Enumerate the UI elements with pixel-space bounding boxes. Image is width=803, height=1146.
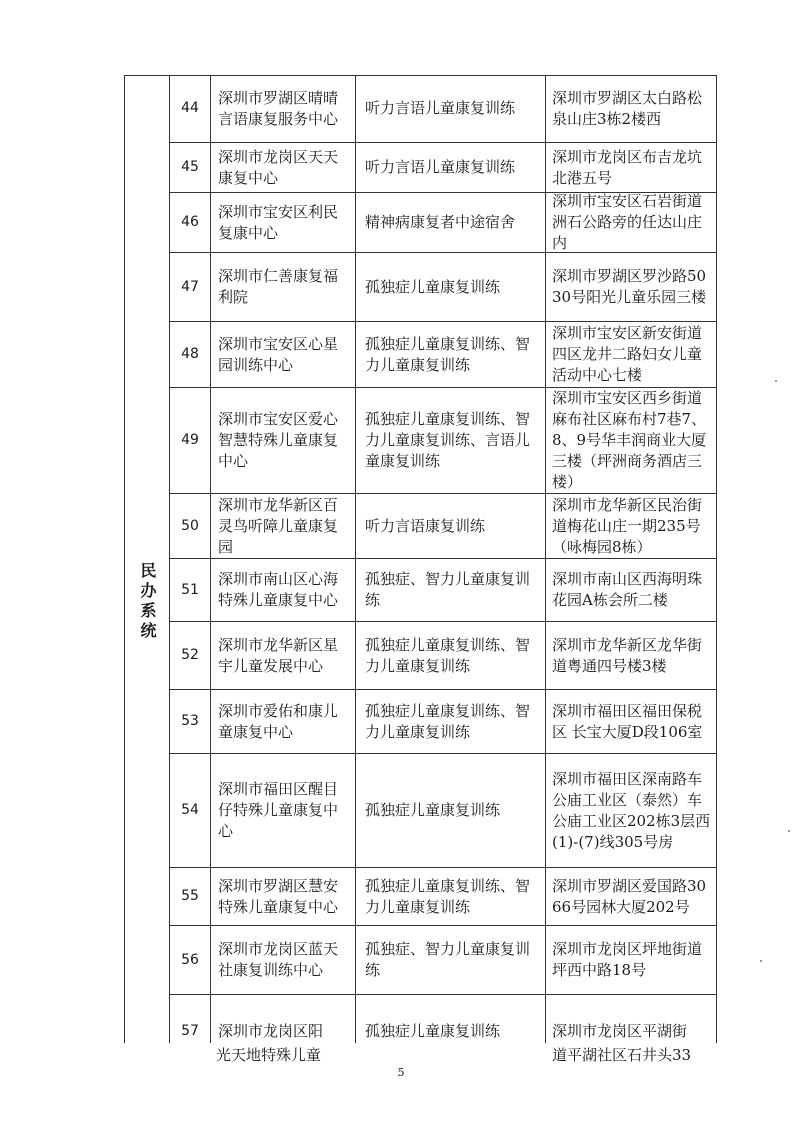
institution-name: 深圳市罗湖区晴晴言语康复服务中心 <box>218 88 339 128</box>
service-type-cell <box>355 143 545 192</box>
service-type-cell <box>355 253 545 321</box>
table-row <box>170 193 717 253</box>
scan-speck <box>760 960 762 962</box>
institution-name: 深圳市福田区醒目仔特殊儿童康复中心 <box>218 780 339 840</box>
row-number: 48 <box>181 346 199 362</box>
service-type: 孤独症儿童康复训练、智力儿童康复训练 <box>365 635 531 675</box>
institution-name: 深圳市爱佑和康儿童康复中心 <box>218 701 339 741</box>
table-row <box>170 253 717 322</box>
institution-address: 深圳市龙华新区民治街道梅花山庄一期235号（咏梅园8栋） <box>552 495 703 556</box>
row-number-cell <box>170 754 210 867</box>
category-label: 民办系统 <box>138 562 157 642</box>
category-column <box>124 75 170 1043</box>
row-number: 47 <box>181 278 199 295</box>
institution-name: 深圳市宝安区心星园训练中心 <box>218 334 339 374</box>
institution-address-cell <box>545 143 717 192</box>
institution-address: 深圳市宝安区西乡街道麻布社区麻布村7巷7、8、9号华丰润商业大厦三楼（坪洲商务酒店三楼） <box>552 389 707 491</box>
institution-name: 深圳市南山区心海特殊儿童康复中心 <box>218 570 339 609</box>
institution-address-cell <box>545 253 717 321</box>
institution-name-cell <box>210 622 355 689</box>
institution-name-cell <box>210 926 355 994</box>
institution-address: 深圳市龙华新区龙华街道粤通四号楼3楼 <box>552 635 703 675</box>
service-type: 孤独症儿童康复训练、智力儿童康复训练 <box>365 876 531 916</box>
institution-address: 深圳市罗湖区爱国路3066号园林大厦202号 <box>552 876 707 916</box>
table-row <box>170 75 717 143</box>
service-type-cell <box>355 995 545 1043</box>
service-type: 孤独症、智力儿童康复训练 <box>365 570 531 609</box>
institution-address-cell <box>545 690 717 753</box>
institution-name: 深圳市龙华新区星宇儿童发展中心 <box>218 635 339 675</box>
service-type-cell <box>355 193 545 252</box>
service-type: 孤独症儿童康复训练 <box>365 1022 501 1040</box>
institution-address: 深圳市宝安区新安街道四区龙井二路妇女儿童活动中心七楼 <box>552 324 703 384</box>
institution-name-cell <box>210 754 355 867</box>
service-type: 精神病康复者中途宿舍 <box>365 213 516 231</box>
page-number: 5 <box>397 1066 405 1079</box>
institution-name: 深圳市宝安区利民复康中心 <box>218 202 339 242</box>
row-number-cell <box>170 622 210 689</box>
row-number-cell <box>170 143 210 192</box>
institution-name: 深圳市龙岗区蓝天社康复训练中心 <box>218 940 339 979</box>
institution-address-cell <box>545 754 717 867</box>
scan-speck <box>788 830 790 832</box>
table-row <box>170 690 717 754</box>
table-row <box>170 995 717 1043</box>
service-type-cell <box>355 322 545 387</box>
row-number-cell <box>170 193 210 252</box>
row-number-cell <box>170 388 210 493</box>
table-row <box>170 926 717 995</box>
service-type-cell <box>355 388 545 493</box>
institution-address-cell <box>545 494 717 558</box>
institution-name: 深圳市宝安区爱心智慧特殊儿童康复中心 <box>218 410 339 470</box>
address-overflow-text: 道平湖社区石井头33 <box>552 1046 692 1064</box>
row-number: 46 <box>181 214 199 230</box>
institution-name-cell <box>210 494 355 558</box>
service-type-cell <box>355 75 545 142</box>
row-number-cell <box>170 690 210 753</box>
service-type-cell <box>355 494 545 558</box>
row-number-cell <box>170 868 210 925</box>
institution-name-cell <box>210 193 355 252</box>
row-number-cell <box>170 253 210 321</box>
row-number: 50 <box>181 517 199 534</box>
institution-name-cell <box>210 143 355 192</box>
table-row <box>170 143 717 193</box>
row-number-cell <box>170 322 210 387</box>
institution-name-cell <box>210 322 355 387</box>
institution-address: 深圳市福田区福田保税区 长宝大厦D段106室 <box>552 701 703 741</box>
institution-address-cell <box>545 388 717 493</box>
row-number: 45 <box>181 159 199 175</box>
institution-name-cell <box>210 75 355 142</box>
institution-name: 深圳市龙华新区百灵鸟听障儿童康复园 <box>218 495 339 556</box>
name-overflow-text: 光天地特殊儿童 <box>216 1046 322 1064</box>
institution-address: 深圳市罗湖区罗沙路5030号阳光儿童乐园三楼 <box>552 267 707 306</box>
institution-address: 深圳市龙岗区坪地街道坪西中路18号 <box>552 940 703 979</box>
table-row <box>170 388 717 494</box>
row-number: 56 <box>181 951 199 968</box>
institution-name: 深圳市罗湖区慧安特殊儿童康复中心 <box>218 876 339 916</box>
institution-address-cell <box>545 622 717 689</box>
service-type: 听力言语儿童康复训练 <box>365 99 516 117</box>
table-row <box>170 494 717 559</box>
table-row <box>170 559 717 622</box>
service-type-cell <box>355 690 545 753</box>
service-type-cell <box>355 559 545 621</box>
institution-address-cell <box>545 559 717 621</box>
institution-name: 深圳市龙岗区阳 <box>218 1022 324 1040</box>
institution-name-cell <box>210 995 355 1043</box>
service-type: 听力言语儿童康复训练 <box>365 158 516 176</box>
institution-address: 深圳市南山区西海明珠花园A栋会所二楼 <box>552 570 703 609</box>
service-type-cell <box>355 868 545 925</box>
institution-name-cell <box>210 690 355 753</box>
institution-address-cell <box>545 322 717 387</box>
institution-address-cell <box>545 868 717 925</box>
institution-address-cell <box>545 193 717 252</box>
service-type: 听力言语康复训练 <box>365 516 486 535</box>
row-number: 44 <box>181 100 199 116</box>
row-number-cell <box>170 926 210 994</box>
table-row <box>170 322 717 388</box>
institution-name-cell <box>210 253 355 321</box>
row-number: 51 <box>181 581 199 598</box>
row-number: 49 <box>181 432 199 448</box>
row-number-cell <box>170 559 210 621</box>
row-number: 55 <box>181 888 199 904</box>
institution-name: 深圳市仁善康复福利院 <box>218 267 339 306</box>
service-type: 孤独症儿童康复训练 <box>365 801 501 819</box>
service-type: 孤独症、智力儿童康复训练 <box>365 940 531 979</box>
service-type-cell <box>355 622 545 689</box>
row-number: 53 <box>181 713 199 729</box>
service-type: 孤独症儿童康复训练、智力儿童康复训练、言语儿童康复训练 <box>365 410 531 470</box>
service-type-cell <box>355 926 545 994</box>
institution-address: 深圳市福田区深南路车公庙工业区（泰然）车公庙工业区202栋3层西(1)-(7)线305号房 <box>552 769 711 851</box>
institution-address: 深圳市龙岗区布吉龙坑北港五号 <box>552 147 703 187</box>
institution-name: 深圳市龙岗区天天康复中心 <box>218 147 339 187</box>
institution-address: 深圳市罗湖区太白路松泉山庄3栋2楼西 <box>552 88 703 128</box>
row-number-cell <box>170 995 210 1043</box>
institution-address-cell <box>545 75 717 142</box>
row-number: 57 <box>181 1023 199 1039</box>
row-number: 52 <box>181 647 199 663</box>
table-row <box>170 622 717 690</box>
row-number-cell <box>170 494 210 558</box>
table-row <box>170 754 717 868</box>
table-row <box>170 868 717 926</box>
institution-address-cell <box>545 995 717 1043</box>
row-number-cell <box>170 75 210 142</box>
service-type-cell <box>355 754 545 867</box>
service-type: 孤独症儿童康复训练、智力儿童康复训练 <box>365 334 531 374</box>
institution-address-cell <box>545 926 717 994</box>
scan-speck <box>775 380 777 382</box>
institution-address: 深圳市龙岗区平湖街 <box>552 1022 688 1040</box>
service-type: 孤独症儿童康复训练 <box>365 277 501 296</box>
row-number: 54 <box>181 802 199 818</box>
institution-address: 深圳市宝安区石岩街道洲石公路旁的任达山庄内 <box>552 192 703 252</box>
institution-name-cell <box>210 388 355 493</box>
institution-name-cell <box>210 868 355 925</box>
institution-name-cell <box>210 559 355 621</box>
service-type: 孤独症儿童康复训练、智力儿童康复训练 <box>365 701 531 741</box>
